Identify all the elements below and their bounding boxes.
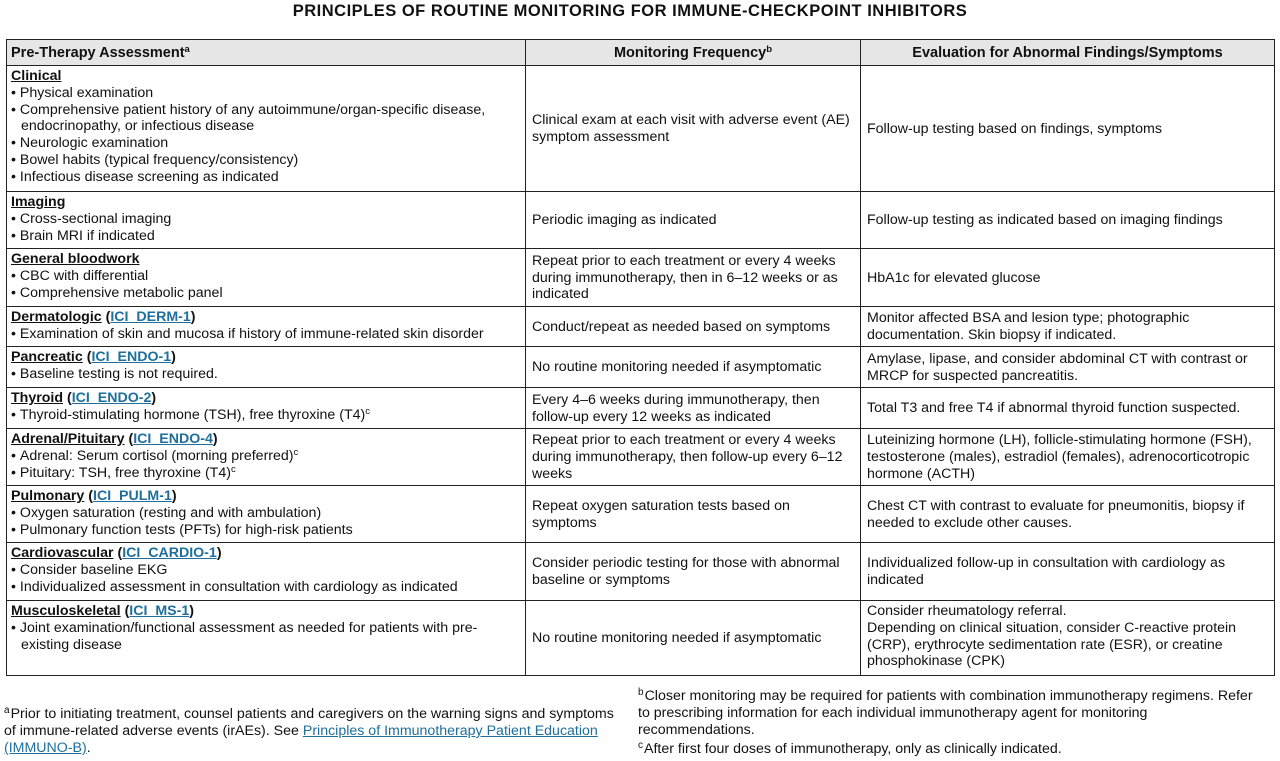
table-row (7, 543, 1275, 601)
list-item: • Comprehensive patient history of any autoimmune/organ-specific disease, endocrinopathy, or infectious disease (11, 102, 521, 136)
table-row (7, 429, 1275, 486)
evaluation-cell: Individualized follow-up in consultation with cardiology as indicated (861, 543, 1275, 601)
frequency-cell: No routine monitoring needed if asymptomatic (526, 347, 861, 388)
evaluation-cell (861, 601, 1275, 676)
row-heading: Dermatologic (11, 309, 102, 325)
assessment-list (11, 268, 521, 302)
assessment-list (11, 366, 521, 383)
list-item: • Baseline testing is not required. (11, 366, 521, 383)
row-heading-line: Cardiovascular (ICI_CARDIO-1) (11, 545, 222, 561)
ref-link-endo-1[interactable]: ICI_ENDO-1 (91, 349, 172, 365)
header-pre-therapy-assessment: Pre-Therapy Assessment$^a$ (7, 40, 526, 66)
footnote-c: $^c$After first four doses of immunotherapy, only as clinically indicated. (638, 740, 1062, 757)
ref-link-pulm-1[interactable]: ICI_PULM-1 (93, 488, 172, 504)
assessment-list (11, 407, 521, 424)
list-item: • Oxygen saturation (resting and with ambulation) (11, 505, 521, 522)
assessment-cell (7, 388, 526, 429)
table-row (7, 388, 1275, 429)
list-item: • Thyroid-stimulating hormone (TSH), free thyroxine $(T4)^c$ (11, 407, 521, 424)
row-heading: Pancreatic (11, 349, 83, 365)
frequency-cell: Periodic imaging as indicated (526, 192, 861, 249)
assessment-cell (7, 249, 526, 307)
list-item: • Individualized assessment in consultation with cardiology as indicated (11, 579, 521, 596)
evaluation-cell: Chest CT with contrast to evaluate for pneumonitis, biopsy if needed to exclude other causes. (861, 486, 1275, 543)
list-item: • Neurologic examination (11, 135, 521, 152)
row-heading: General bloodwork (11, 251, 140, 267)
table-header-row (7, 40, 1275, 66)
list-item: • Cross-sectional imaging (11, 211, 521, 228)
list-item: • Pulmonary function tests (PFTs) for high-risk patients (11, 522, 521, 539)
row-heading: Pulmonary (11, 488, 85, 504)
assessment-list (11, 326, 521, 343)
evaluation-cell: Monitor affected BSA and lesion type; photographic documentation. Skin biopsy if indicated. (861, 307, 1275, 347)
evaluation-line: Depending on clinical situation, consider C-reactive protein (CRP), erythrocyte sedimentation rate (ESR), or creatine phosphokinase (CPK) (867, 619, 1237, 670)
frequency-cell: Every 4–6 weeks during immunotherapy, then follow-up every 12 weeks as indicated (526, 388, 861, 429)
evaluation-line: Consider rheumatology referral. (867, 603, 1067, 619)
list-item: • Infectious disease screening as indicated (11, 169, 521, 186)
table-row (7, 192, 1275, 249)
row-heading-line: Dermatologic (ICI_DERM-1) (11, 309, 196, 325)
frequency-cell: Repeat prior to each treatment or every 4 weeks during immunotherapy, then in 6–12 weeks or as indicated (526, 249, 861, 307)
table-row (7, 307, 1275, 347)
list-item: • Adrenal: Serum cortisol (morning preferred)$^c$ (11, 448, 521, 465)
row-heading-line: Musculoskeletal (ICI_MS-1) (11, 603, 194, 619)
assessment-cell (7, 601, 526, 676)
evaluation-cell: Amylase, lipase, and consider abdominal CT with contrast or MRCP for suspected pancreatitis. (861, 347, 1275, 388)
table-row (7, 486, 1275, 543)
assessment-list (11, 211, 521, 245)
ref-link-cardio-1[interactable]: ICI_CARDIO-1 (122, 545, 217, 561)
row-heading: Musculoskeletal (11, 603, 121, 619)
footnote-b: $^b$Closer monitoring may be required for patients with combination immunotherapy regimens. Refer to prescribing information for each individual immunotherapy agent for monitoring recommendations. (638, 687, 1253, 738)
row-heading: Cardiovascular (11, 545, 114, 561)
table-row (7, 601, 1275, 676)
assessment-cell (7, 66, 526, 192)
frequency-cell: Consider periodic testing for those with abnormal baseline or symptoms (526, 543, 861, 601)
assessment-list (11, 85, 521, 186)
ref-link-endo-4[interactable]: ICI_ENDO-4 (133, 431, 213, 447)
list-item: • Physical examination (11, 85, 521, 102)
assessment-list (11, 620, 521, 654)
assessment-cell (7, 429, 526, 486)
row-heading: Clinical (11, 68, 62, 84)
row-heading-line: Pulmonary (ICI_PULM-1) (11, 488, 177, 504)
row-heading: Adrenal/Pituitary (11, 431, 125, 447)
list-item: • Examination of skin and mucosa if history of immune-related skin disorder (11, 326, 521, 343)
list-item: • Comprehensive metabolic panel (11, 285, 521, 302)
frequency-cell: Clinical exam at each visit with adverse event (AE) symptom assessment (526, 66, 861, 192)
frequency-cell: Conduct/repeat as needed based on symptoms (526, 307, 861, 347)
row-heading: Thyroid (11, 390, 64, 406)
list-item: • Consider baseline EKG (11, 562, 521, 579)
frequency-cell: Repeat prior to each treatment or every 4 weeks during immunotherapy, then follow-up every 6–12 weeks (526, 429, 861, 486)
assessment-cell (7, 192, 526, 249)
assessment-list (11, 505, 521, 539)
evaluation-cell: Total T3 and free T4 if abnormal thyroid function suspected. (861, 388, 1275, 429)
assessment-list (11, 448, 521, 482)
table-row (7, 249, 1275, 307)
monitoring-table (6, 39, 1275, 676)
assessment-cell (7, 543, 526, 601)
list-item: • Brain MRI if indicated (11, 228, 521, 245)
evaluation-cell: Follow-up testing as indicated based on imaging findings (861, 192, 1275, 249)
list-item: • CBC with differential (11, 268, 521, 285)
evaluation-cell: Luteinizing hormone (LH), follicle-stimulating hormone (FSH), testosterone (males), estradiol (females), adrenocorticotropic hormone (ACTH) (861, 429, 1275, 486)
immuno-b-link[interactable]: Principles of Immunotherapy Patient Education (IMMUNO-B) (4, 723, 598, 756)
header-evaluation: Evaluation for Abnormal Findings/Symptoms (861, 40, 1275, 66)
page-title: PRINCIPLES OF ROUTINE MONITORING FOR IMMUNE-CHECKPOINT INHIBITORS (292, 2, 968, 20)
assessment-list (11, 562, 521, 596)
list-item: • Pituitary: TSH, free thyroxine $(T4)^c$ (11, 465, 521, 482)
list-item: • Joint examination/functional assessment as needed for patients with pre-existing disease (11, 620, 521, 654)
ref-link-endo-2[interactable]: ICI_ENDO-2 (71, 390, 152, 406)
header-monitoring-frequency: Monitoring Frequency$^b$ (526, 40, 861, 66)
frequency-cell: No routine monitoring needed if asymptomatic (526, 601, 861, 676)
row-heading-line: Thyroid (ICI_ENDO-2) (11, 390, 157, 406)
row-heading: Imaging (11, 194, 66, 210)
assessment-cell (7, 307, 526, 347)
assessment-cell (7, 486, 526, 543)
row-heading-line: Pancreatic (ICI_ENDO-1) (11, 349, 176, 365)
ref-link-ms-1[interactable]: ICI_MS-1 (129, 603, 190, 619)
list-item: • Bowel habits (typical frequency/consistency) (11, 152, 521, 169)
footnote-a: $^a$Prior to initiating treatment, counsel patients and caregivers on the warning signs and symptoms of immune-related adverse events (irAEs). See Principles of Immunotherapy Patient Education (IMMUNO-B). (4, 705, 614, 756)
evaluation-cell: HbA1c for elevated glucose (861, 249, 1275, 307)
row-heading-line: Adrenal/Pituitary (ICI_ENDO-4) (11, 431, 218, 447)
frequency-cell: Repeat oxygen saturation tests based on symptoms (526, 486, 861, 543)
evaluation-cell: Follow-up testing based on findings, symptoms (861, 66, 1275, 192)
ref-link-derm-1[interactable]: ICI_DERM-1 (110, 309, 191, 325)
table-row (7, 347, 1275, 388)
assessment-cell (7, 347, 526, 388)
table-row (7, 66, 1275, 192)
